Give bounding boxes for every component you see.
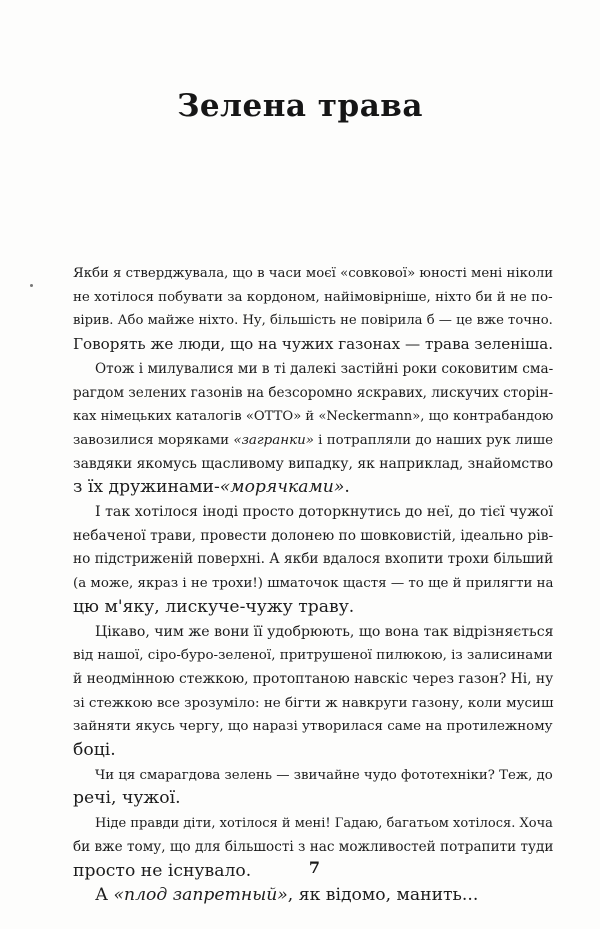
text-run: і потрапляли до наших рук лише (313, 432, 554, 448)
text-run: зайняти якусь чергу, що наразі утворилася саме на протилежному (73, 719, 553, 735)
text-line (73, 333, 553, 357)
text-run: рагдом зелених газонів на безсоромно яскравих, лискучих сторін- (73, 384, 554, 401)
text-line (73, 405, 553, 429)
text-run: не хотілося побувати за кордоном, найімовірніше, ніхто би й не по- (73, 289, 553, 305)
text-run: завозилися моряками (73, 432, 234, 448)
paragraph (73, 764, 553, 811)
text-run: Чи ця смарагдова зелень — звичайне чудо фототехніки? Теж, до (95, 767, 553, 783)
text-run: А (95, 885, 114, 906)
text-run: небаченої трави, провести долонею по шовковистій, ідеально рів- (73, 527, 554, 544)
text-run: Цікаво, чим же вони її удобрюють, що вона так відрізняється (95, 623, 554, 640)
text-line (73, 501, 553, 525)
text-run: би вже тому, що для більшості з нас можливостей потрапити туди (73, 838, 554, 855)
text-run: боці. (73, 740, 116, 761)
text-run: з їх дружинами- (73, 477, 220, 498)
text-line (73, 644, 553, 668)
text-line (73, 525, 553, 549)
chapter-title: Зелена трава (177, 88, 423, 124)
text-run: . (344, 477, 350, 498)
text-line (73, 286, 553, 310)
paragraph (73, 621, 553, 763)
italic-quote: «морячками» (219, 477, 345, 498)
text-run: ках німецьких каталогів «OTTO» й «Neckermann», що контрабандою (73, 409, 554, 425)
text-line (73, 476, 553, 500)
text-line (73, 787, 553, 811)
text-line (73, 739, 553, 763)
text-run: но підстриженій поверхні. А якби вдалося вхопити трохи більший (73, 551, 554, 568)
text-run: , як відомо, манить... (287, 885, 479, 906)
text-line (73, 715, 553, 739)
text-line (73, 453, 553, 477)
text-run: Якби я стверджувала, що в часи моєї «совкової» юності мені ніколи (73, 266, 554, 281)
text-run: речі, чужої. (73, 788, 181, 809)
text-run: й неодмінною стежкою, протоптаною навскіс через газон? Ні, ну (73, 670, 554, 687)
text-run: завдяки якомусь щасливому випадку, як наприклад, знайомство (73, 455, 554, 472)
text-run: Говорять же люди, що на чужих газонах — трава зеленіша. (73, 335, 554, 354)
text-run: просто не існувало. (73, 860, 252, 881)
text-line (73, 812, 553, 836)
text-line (73, 309, 553, 333)
text-line (73, 764, 553, 788)
paragraph (73, 262, 553, 357)
text-line (73, 429, 553, 453)
text-line (73, 596, 553, 620)
text-line (73, 572, 553, 596)
text-run: І так хотілося іноді просто доторкнутись до неї, до тієї чужої (95, 504, 554, 521)
text-line (73, 382, 553, 406)
text-line (73, 884, 553, 908)
text-run: від нашої, сіро-буро-зеленої, притрушеної пилюкою, із залисинами (73, 648, 553, 664)
text-run: (а може, якраз і не трохи!) шматочок щастя — то ще й прилягти на (73, 576, 554, 592)
text-run: Отож і милувалися ми в ті далекі застійні роки соковитим сма- (95, 360, 554, 377)
paragraph (73, 358, 553, 500)
text-line (73, 262, 553, 286)
text-line (73, 358, 553, 382)
paragraph (73, 884, 553, 908)
text-line (73, 836, 553, 860)
text-run: цю м'яку, лискуче-чужу траву. (73, 596, 355, 617)
paragraph (73, 501, 553, 620)
page-number: 7 (308, 858, 321, 877)
text-line (73, 548, 553, 572)
text-run: Ніде правди діти, хотілося й мені! Гадаю, багатьом хотілося. Хоча (95, 816, 553, 832)
text-line (73, 692, 553, 716)
italic-quote: «загранки» (233, 432, 314, 448)
text-run: зі стежкою все зрозуміло: не бігти ж навкруги газону, коли мусиш (73, 694, 554, 711)
text-run: вірив. Або майже ніхто. Ну, більшість не повірила б — це вже точно. (73, 313, 553, 329)
text-line (73, 668, 553, 692)
text-line (73, 621, 553, 645)
body-text (73, 262, 553, 908)
italic-quote: «плод запретный» (113, 885, 288, 906)
stray-ink-mark (30, 284, 33, 287)
